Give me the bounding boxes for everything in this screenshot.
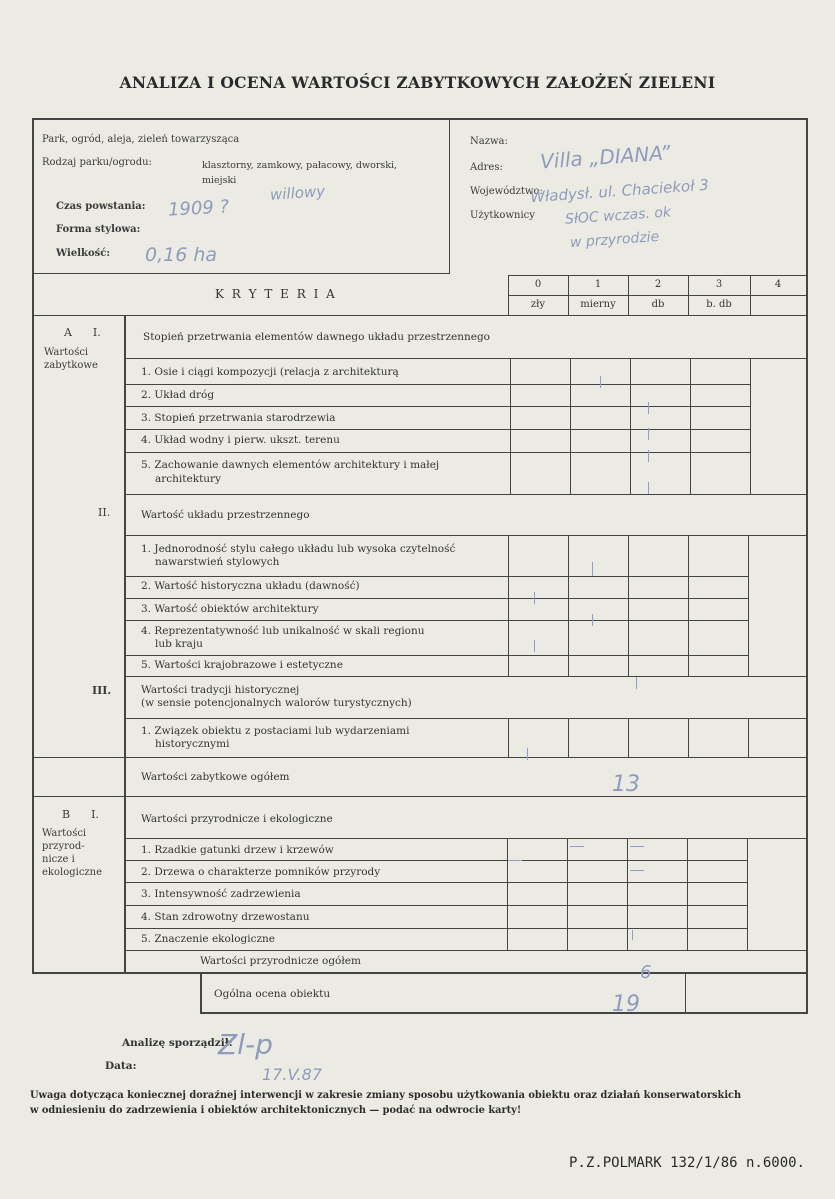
g1-col2: [630, 358, 631, 494]
criteria-title: K R Y T E R I A: [215, 287, 337, 301]
score-label-0: zły: [530, 299, 546, 310]
g2-item-5: 5. Wartości krajobrazowe i estetyczne: [141, 659, 343, 671]
przyrodnicze-total-label: Wartości przyrodnicze ogółem: [200, 955, 361, 967]
group1-title-bottom: [126, 358, 808, 359]
score-label-1: mierny: [580, 299, 616, 310]
g1-row1: [126, 384, 751, 385]
score-2: 2: [654, 279, 662, 290]
tick-mark: [630, 870, 644, 871]
group2-title: Wartość układu przestrzennego: [141, 509, 310, 521]
tick-mark: [648, 402, 649, 414]
g3-item-1: 1. Związek obiektu z postaciami lub wydarzeniami: [141, 725, 410, 737]
score-3: 3: [715, 279, 723, 290]
overall-value: 19: [612, 992, 640, 1017]
g2-item-1-cont: nawarstwień stylowych: [155, 556, 280, 568]
g1-item-4: 4. Układ wodny i pierw. ukszt. terenu: [141, 434, 340, 446]
header-bottom: [32, 273, 450, 274]
g3-col0: [508, 718, 509, 758]
przyrodnicze-total-value: 6: [640, 962, 652, 983]
wojewodztwo-label: Województwo:: [470, 186, 543, 197]
tick-mark: [630, 846, 644, 847]
warning-line-1: Uwaga dotycząca koniecznej doraźnej interwencji w zakresie zmiany sposobu użytkowania obiektu oraz działań konserwatorskich: [30, 1090, 742, 1101]
g2-item-3: 3. Wartość obiektów architektury: [141, 603, 319, 615]
group2-title-bottom: [126, 535, 808, 536]
score-label-3: b. db: [706, 299, 732, 310]
b-col4: [747, 838, 748, 950]
park-label: Park, ogród, aleja, zieleń towarzysząca: [42, 134, 240, 145]
tick-mark: [648, 482, 649, 494]
date-value: 17.V.87: [262, 1065, 322, 1084]
b-row5: [126, 950, 808, 951]
zabytkowe-total-value: 13: [612, 772, 640, 797]
g3-col1: [568, 718, 569, 758]
nazwa-label: Nazwa:: [470, 136, 508, 147]
frame-bottom-b: [200, 1012, 807, 1014]
group3-title-bottom: [126, 718, 808, 719]
criteria-header-top: [508, 275, 808, 276]
frame-bottom-a: [32, 972, 807, 974]
b-col2: [627, 838, 628, 950]
g1-item-5-cont: architektury: [155, 473, 222, 485]
score-1: 1: [594, 279, 602, 290]
b-item-4: 4. Stan zdrowotny drzewostanu: [141, 911, 310, 923]
g2-item-4: 4. Reprezentatywność lub unikalność w skali regionu: [141, 625, 425, 637]
rodzaj-handwritten: willowy: [269, 182, 326, 204]
b-group1-title-bottom: [126, 838, 808, 839]
b-item-3: 3. Intensywność zadrzewienia: [141, 888, 301, 900]
g2-item-1: 1. Jednorodność stylu całego układu lub wysoka czytelność: [141, 543, 456, 555]
rodzaj-label: Rodzaj parku/ogrodu:: [42, 157, 152, 168]
group1-title: Stopień przetrwania elementów dawnego układu przestrzennego: [143, 331, 490, 343]
tick-mark: [570, 846, 584, 847]
criteria-header-bottom: [32, 315, 807, 316]
g1-col0: [510, 358, 511, 494]
tick-mark: [592, 562, 593, 576]
b-col0: [507, 838, 508, 950]
tick-mark: [534, 592, 535, 604]
footer-code: P.Z.POLMARK 132/1/86 n.6000.: [568, 1155, 805, 1171]
g3-item-1-cont: historycznymi: [155, 738, 230, 750]
section-a-label-1: Wartości: [44, 347, 89, 358]
left-col-divider: [124, 316, 126, 972]
g2-row3: [126, 620, 749, 621]
uzytkownicy-label: Użytkownicy: [470, 210, 535, 221]
tick-mark: [527, 748, 528, 760]
tick-mark: [508, 860, 522, 861]
g3-row1: [126, 757, 808, 758]
g2-item-2: 2. Wartość historyczna układu (dawność): [141, 580, 360, 592]
section-a-number: A I.: [64, 326, 101, 339]
g1-col4: [750, 358, 751, 494]
score-0: 0: [534, 279, 542, 290]
group3-number: III.: [92, 684, 112, 697]
section-b-label-3: nicze i: [42, 854, 75, 865]
b-col1: [567, 838, 568, 950]
a-b-divider: [32, 796, 807, 797]
section-b-label-2: przyrod-: [42, 841, 85, 852]
b-item-5: 5. Znaczenie ekologiczne: [141, 933, 276, 945]
tick-mark: [632, 930, 633, 940]
zabytkowe-total-label: Wartości zabytkowe ogółem: [141, 771, 290, 783]
g2-row2: [126, 598, 749, 599]
section-b-label-1: Wartości: [42, 828, 87, 839]
b-row3: [126, 905, 748, 906]
score-4: 4: [774, 279, 782, 290]
overall-split: [685, 972, 686, 1012]
g2-row1: [126, 576, 749, 577]
nazwa-handwritten: Villa „DIANA”: [539, 140, 672, 174]
g2-item-4-cont: lub kraju: [155, 638, 203, 650]
g3-col2: [628, 718, 629, 758]
tick-mark: [534, 640, 535, 652]
b-col3: [687, 838, 688, 950]
g1-row5: [126, 494, 808, 495]
uzytkownicy-handwritten-2: w przyrodzie: [569, 228, 660, 252]
adres-label: Adres:: [470, 162, 503, 173]
frame-top: [32, 118, 807, 120]
wielkosc-handwritten: 0,16 ha: [145, 244, 218, 266]
b-group1-title: Wartości przyrodnicze i ekologiczne: [141, 813, 333, 825]
tick-mark: [648, 428, 649, 440]
warning-note: [30, 1088, 810, 1118]
g1-row4: [126, 452, 751, 453]
section-b-label-4: ekologiczne: [42, 867, 103, 878]
czas-handwritten: 1909 ?: [167, 196, 230, 221]
date-label: Data:: [105, 1060, 137, 1072]
g1-item-2: 2. Układ dróg: [141, 389, 215, 401]
inner-left-split: [32, 757, 126, 758]
signature-value: Zl-p: [218, 1028, 273, 1061]
b-row2: [126, 882, 748, 883]
uzytkownicy-handwritten: SłOC wczas. ok: [564, 204, 672, 228]
wielkosc-label: Wielkość:: [56, 248, 111, 259]
g1-item-3: 3. Stopień przetrwania starodrzewia: [141, 412, 336, 424]
g1-item-5: 5. Zachowanie dawnych elementów architektury i małej: [141, 459, 440, 471]
forma-label: Forma stylowa:: [56, 224, 141, 235]
adres-handwritten: Władysł. ul. Chaciekoł 3: [529, 175, 710, 207]
header-divider: [449, 118, 450, 274]
g2-row4: [126, 655, 749, 656]
frame-left: [32, 118, 34, 973]
group2-number: II.: [98, 506, 111, 519]
tick-mark: [648, 450, 649, 462]
tick-mark: [636, 677, 637, 689]
overall-left: [200, 972, 202, 1014]
g2-row5: [126, 676, 808, 677]
g1-col1: [570, 358, 571, 494]
signature-label: Analizę sporządził:: [122, 1037, 233, 1049]
b-item-2: 2. Drzewa o charakterze pomników przyrody: [141, 866, 381, 878]
b-item-1: 1. Rzadkie gatunki drzew i krzewów: [141, 844, 334, 856]
g1-row2: [126, 406, 751, 407]
section-b-number: B I.: [62, 808, 99, 821]
g1-col3: [690, 358, 691, 494]
g3-col4: [748, 718, 749, 758]
czas-label: Czas powstania:: [56, 201, 146, 212]
b-row1: [126, 860, 748, 861]
tick-mark: [592, 614, 593, 626]
g1-item-1: 1. Osie i ciągi kompozycji (relacja z architekturą: [141, 366, 399, 378]
rodzaj-options-2: miejski: [202, 175, 237, 186]
g3-col3: [688, 718, 689, 758]
warning-line-2: w odniesieniu do zadrzewienia i obiektów architektonicznych — podać na odwrocie karty!: [30, 1105, 522, 1116]
rodzaj-options: klasztorny, zamkowy, pałacowy, dworski,: [202, 160, 398, 171]
tick-mark: [600, 376, 601, 388]
overall-label: Ogólna ocena obiektu: [214, 988, 331, 1000]
criteria-header-mid: [508, 295, 808, 296]
b-row4: [126, 928, 748, 929]
group3-title: Wartości tradycji historycznej: [141, 684, 300, 696]
score-label-2: db: [651, 299, 665, 310]
group3-subtitle: (w sensie potencjonalnych walorów turystycznych): [141, 697, 412, 709]
frame-right: [806, 118, 808, 1014]
form-title: ANALIZA I OCENA WARTOŚCI ZABYTKOWYCH ZAŁOŻEŃ ZIELENI: [119, 73, 716, 92]
section-a-label-2: zabytkowe: [44, 360, 98, 371]
g1-row3: [126, 429, 751, 430]
